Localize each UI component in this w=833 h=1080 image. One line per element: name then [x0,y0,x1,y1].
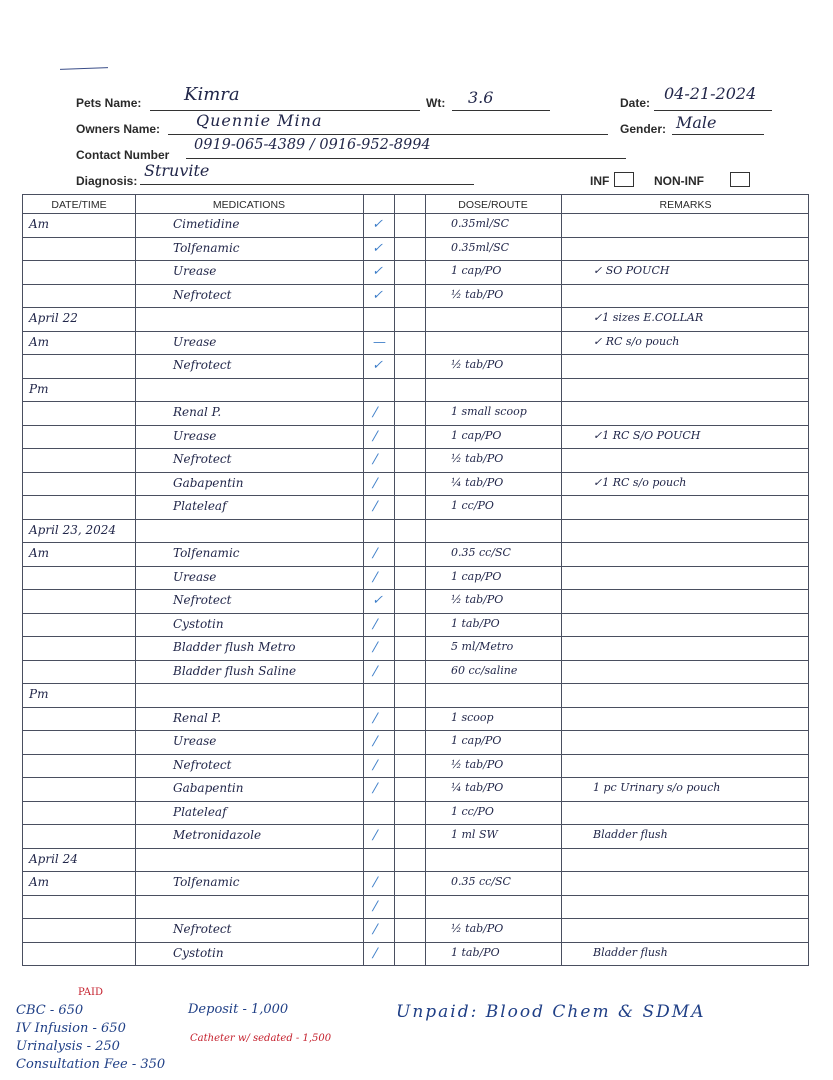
cell-medication: Nefrotect [173,757,232,772]
row-divider [23,824,808,825]
row-divider [23,307,808,308]
row-divider [23,495,808,496]
fee-cbc: CBC - 650 [16,1003,84,1018]
cell-medication: Metronidazole [173,828,262,842]
cell-check-mark: / [370,452,380,467]
cell-medication: Nefrotect [173,922,232,936]
cell-medication: Nefrotect [173,287,232,302]
cell-date: Am [29,217,50,231]
cell-dose-route: 0.35 cc/SC [451,546,511,559]
row-divider [23,519,808,520]
cell-check-mark: / [370,781,380,796]
weight-label: Wt: [426,96,446,110]
cell-check-mark: ✓ [370,358,386,373]
cell-dose-route: ½ tab/PO [451,593,504,606]
cell-check-mark: / [370,546,380,561]
cell-remark: ✓1 RC s/o pouch [593,475,687,489]
cell-remark: ✓1 sizes E.COLLAR [593,311,704,324]
row-divider [23,660,808,661]
cell-check-mark: ✓ [370,240,386,256]
cell-dose-route: 5 ml/Metro [451,640,514,653]
row-divider [23,331,808,332]
row-divider [23,707,808,708]
treatment-table [22,194,809,966]
row-divider [23,401,808,402]
cell-remark: ✓1 RC S/O POUCH [593,428,701,442]
row-divider [23,354,808,355]
fee-urinalysis: Urinalysis - 250 [16,1039,120,1054]
cell-medication: Bladder flush Saline [173,663,297,678]
gender-label: Gender: [620,122,667,136]
cell-medication: Nefrotect [173,593,232,607]
row-divider [23,425,808,426]
col-header-datetime: DATE/TIME [51,199,107,211]
cell-date: April 23, 2024 [29,522,117,537]
cell-date: Am [29,875,50,889]
cell-medication: Bladder flush Metro [173,640,296,654]
row-divider [23,237,808,238]
pets-name-value: Kimra [184,84,240,105]
pets-name-label: Pets Name: [76,96,142,110]
row-divider [23,589,808,590]
cell-check-mark: / [370,428,380,444]
cell-medication: Urease [173,569,217,584]
diagnosis-value: Struvite [144,161,210,180]
cell-check-mark: / [370,499,380,514]
row-divider [23,754,808,755]
cell-medication: Urease [173,428,217,443]
row-divider [23,918,808,919]
cell-medication: Tolfenamic [173,240,240,255]
noninf-label: NON-INF [654,174,704,188]
cell-date: April 24 [29,851,78,866]
cell-date: Am [29,334,50,349]
row-divider [23,636,808,637]
contact-label: Contact Number [76,148,170,162]
cell-medication: Nefrotect [173,452,232,466]
row-divider [23,542,808,543]
cell-date: Pm [29,381,49,396]
cell-medication: Nefrotect [173,358,232,372]
cell-medication: Cystotin [173,945,224,960]
cell-dose-route: ½ tab/PO [451,287,504,301]
cell-date: April 22 [29,311,78,325]
row-divider [23,730,808,731]
cell-remark: 1 pc Urinary s/o pouch [593,781,721,794]
cell-dose-route: 1 cap/PO [451,428,502,442]
cell-dose-route: ½ tab/PO [451,922,504,935]
col-header-remarks: REMARKS [659,199,712,211]
cell-medication: Plateleaf [173,804,227,819]
row-divider [23,942,808,943]
cell-medication: Renal P. [173,710,222,725]
cell-medication: Renal P. [173,405,222,419]
cell-check-mark: / [370,945,380,961]
gender-value: Male [676,113,717,132]
cell-check-mark: / [370,922,380,937]
cell-check-mark: / [370,875,380,890]
cell-check-mark: / [370,640,380,655]
row-divider [23,566,808,567]
cell-check-mark: / [370,757,380,773]
date-label: Date: [620,96,651,110]
cell-dose-route: 1 cap/PO [451,734,502,747]
cell-check-mark: / [370,734,380,749]
cell-check-mark: / [370,828,380,843]
row-divider [23,848,808,849]
row-divider [23,378,808,379]
top-pen-mark [60,67,108,70]
cell-dose-route: 1 ml SW [451,828,498,841]
contact-value: 0919-065-4389 / 0916-952-8994 [194,137,431,153]
cell-check-mark: / [370,475,380,491]
cell-check-mark: / [370,898,380,914]
cell-remark: ✓ SO POUCH [593,264,670,277]
cell-dose-route: 1 tab/PO [451,616,500,630]
weight-value: 3.6 [468,88,494,107]
inf-checkbox[interactable] [614,172,634,187]
owners-name-value: Quennie Mina [196,111,323,130]
row-divider [23,895,808,896]
cell-dose-route: 60 cc/saline [451,663,518,677]
cell-medication: Tolfenamic [173,546,240,560]
row-divider [23,213,808,214]
inf-label: INF [590,174,610,188]
cell-dose-route: 1 tab/PO [451,945,500,959]
row-divider [23,801,808,802]
cell-date: Am [29,546,50,560]
row-divider [23,613,808,614]
row-divider [23,871,808,872]
cell-dose-route: 0.35ml/SC [451,217,510,230]
cell-remark: Bladder flush [593,828,668,841]
cell-dose-route: 1 cap/PO [451,569,502,583]
row-divider [23,777,808,778]
noninf-checkbox[interactable] [730,172,750,187]
cell-medication: Urease [173,734,217,748]
cell-dose-route: 1 scoop [451,710,494,724]
cell-dose-route: 0.35ml/SC [451,240,510,254]
cell-dose-route: 0.35 cc/SC [451,875,511,888]
row-divider [23,683,808,684]
cell-dose-route: ½ tab/PO [451,358,504,371]
cell-check-mark: ✓ [370,264,386,279]
cell-medication: Gabapentin [173,475,244,490]
cell-dose-route: 1 cc/PO [451,804,494,818]
cell-check-mark: / [370,569,380,585]
cell-dose-route: ½ tab/PO [451,757,504,771]
cell-check-mark: — [370,334,389,350]
diagnosis-label: Diagnosis: [76,174,138,188]
catheter-note: Catheter w/ sedated - 1,500 [190,1033,332,1044]
cell-dose-route: 1 cc/PO [451,499,494,512]
fee-consultation: Consultation Fee - 350 [16,1057,166,1072]
cell-medication: Cimetidine [173,217,240,231]
cell-medication: Cystotin [173,616,224,631]
cell-date: Pm [29,687,49,701]
unpaid-note: Unpaid: Blood Chem & SDMA [396,1002,706,1022]
cell-check-mark: ✓ [370,217,386,232]
cell-dose-route: 1 small scoop [451,405,527,418]
cell-check-mark: / [370,405,380,420]
cell-check-mark: ✓ [370,287,386,303]
cell-check-mark: ✓ [370,593,386,608]
cell-check-mark: / [370,616,380,632]
col-header-dose-route: DOSE/ROUTE [458,199,528,211]
deposit-note: Deposit - 1,000 [188,1002,289,1017]
date-value: 04-21-2024 [664,84,757,103]
cell-medication: Tolfenamic [173,875,240,889]
cell-dose-route: ½ tab/PO [451,452,504,465]
cell-medication: Plateleaf [173,499,227,513]
cell-dose-route: ¼ tab/PO [451,781,504,794]
cell-dose-route: ¼ tab/PO [451,475,504,489]
row-divider [23,448,808,449]
row-divider [23,260,808,261]
row-divider [23,284,808,285]
owners-name-label: Owners Name: [76,122,161,136]
paid-stamp: PAID [78,987,103,998]
cell-check-mark: / [370,710,380,726]
cell-medication: Urease [173,334,217,349]
cell-medication: Gabapentin [173,781,244,795]
cell-remark: ✓ RC s/o pouch [593,334,680,348]
row-divider [23,472,808,473]
col-header-medications: MEDICATIONS [212,199,286,211]
cell-dose-route: 1 cap/PO [451,264,502,277]
cell-remark: Bladder flush [593,945,668,959]
cell-medication: Urease [173,264,217,278]
fee-iv-infusion: IV Infusion - 650 [16,1021,126,1036]
cell-check-mark: / [370,663,380,679]
